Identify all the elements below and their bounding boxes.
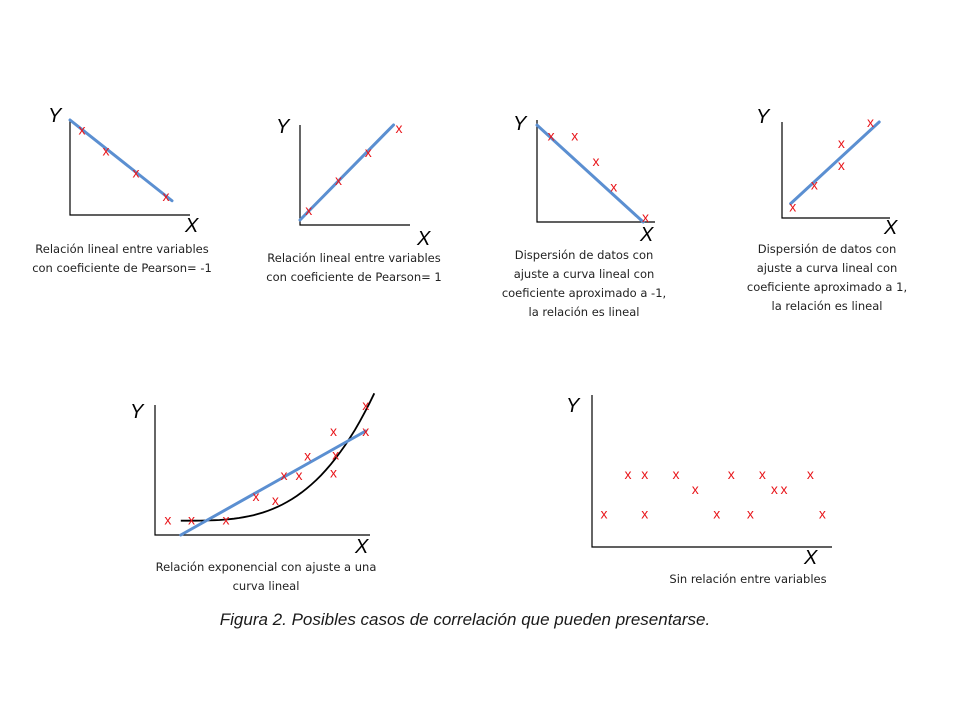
data-point: x — [810, 176, 818, 193]
data-point: x — [395, 120, 403, 136]
axes — [782, 122, 890, 218]
panel-1 — [32, 105, 212, 275]
data-point: x — [837, 135, 845, 152]
data-point: x — [305, 202, 313, 218]
data-point: x — [329, 464, 337, 481]
data-point: x — [642, 208, 650, 225]
data-point: x — [332, 446, 340, 463]
data-point: x — [600, 505, 608, 522]
data-point: x — [789, 198, 797, 215]
data-point: x — [641, 505, 649, 522]
x-axis-label: X — [640, 224, 654, 246]
panel-3 — [502, 113, 666, 319]
data-point: x — [362, 397, 370, 413]
y-axis-label: Y — [276, 116, 290, 138]
axes — [537, 120, 655, 222]
data-point: x — [102, 142, 110, 159]
data-point: x — [78, 121, 86, 138]
data-point: x — [132, 164, 140, 181]
axes — [300, 125, 410, 225]
data-point: x — [364, 144, 372, 160]
x-axis-label: X — [417, 228, 431, 250]
x-axis-label: X — [884, 217, 898, 239]
data-point: x — [295, 467, 303, 484]
data-point: x — [837, 157, 845, 174]
panel-caption: Dispersión de datos con ajuste a curva lineal con coeficiente aproximado a 1, la relación es lineal — [746, 242, 908, 313]
data-point: x — [304, 447, 312, 464]
panel-6 — [566, 395, 832, 586]
data-point: x — [641, 466, 649, 483]
data-point: x — [335, 172, 342, 188]
y-axis-label: Y — [756, 106, 770, 128]
panel-caption: Relación lineal entre variables con coeficiente de Pearson= -1 — [32, 242, 212, 275]
fit-line — [300, 125, 394, 220]
data-point: x — [329, 423, 337, 439]
data-point: x — [624, 466, 632, 483]
panel-caption: Relación exponencial con ajuste a una curva lineal — [155, 560, 377, 593]
data-point: x — [780, 481, 788, 498]
panel-caption: Relación lineal entre variables con coeficiente de Pearson= 1 — [266, 251, 442, 284]
y-axis-label: Y — [130, 401, 144, 423]
panel-5 — [130, 393, 376, 593]
data-point: x — [758, 466, 766, 483]
data-point: x — [571, 127, 579, 144]
data-point: x — [362, 423, 370, 439]
data-point: x — [713, 505, 721, 522]
data-point: x — [164, 511, 172, 528]
data-point: x — [746, 505, 754, 522]
panel-caption: Dispersión de datos con ajuste a curva lineal con coeficiente aproximado a -1, la relación es lineal — [501, 248, 667, 319]
data-point: x — [818, 505, 826, 522]
panel-2 — [266, 116, 441, 284]
data-point: x — [592, 152, 600, 169]
x-axis-label: X — [804, 547, 818, 569]
y-axis-label: Y — [566, 395, 580, 417]
fit-line — [791, 122, 880, 204]
x-axis-label: X — [185, 215, 199, 237]
data-point: x — [547, 127, 555, 144]
figure-caption: Figura 2. Posibles casos de correlación que pueden presentarse. — [219, 610, 711, 629]
y-axis-label: Y — [48, 105, 62, 127]
data-point: x — [280, 467, 288, 484]
data-point: x — [188, 511, 196, 528]
data-point: x — [271, 491, 279, 508]
data-point: x — [806, 466, 814, 483]
data-point: x — [162, 188, 170, 204]
x-axis-label: X — [355, 536, 369, 558]
data-point: x — [691, 481, 699, 498]
panel-4 — [747, 106, 907, 313]
data-point: x — [770, 481, 778, 498]
data-point: x — [672, 466, 680, 483]
data-point: x — [610, 178, 618, 195]
data-point: x — [867, 114, 875, 130]
panel-caption: Sin relación entre variables — [669, 572, 827, 586]
data-point: x — [222, 511, 230, 528]
y-axis-label: Y — [513, 113, 527, 135]
data-point: x — [727, 466, 735, 483]
data-point: x — [252, 488, 260, 504]
